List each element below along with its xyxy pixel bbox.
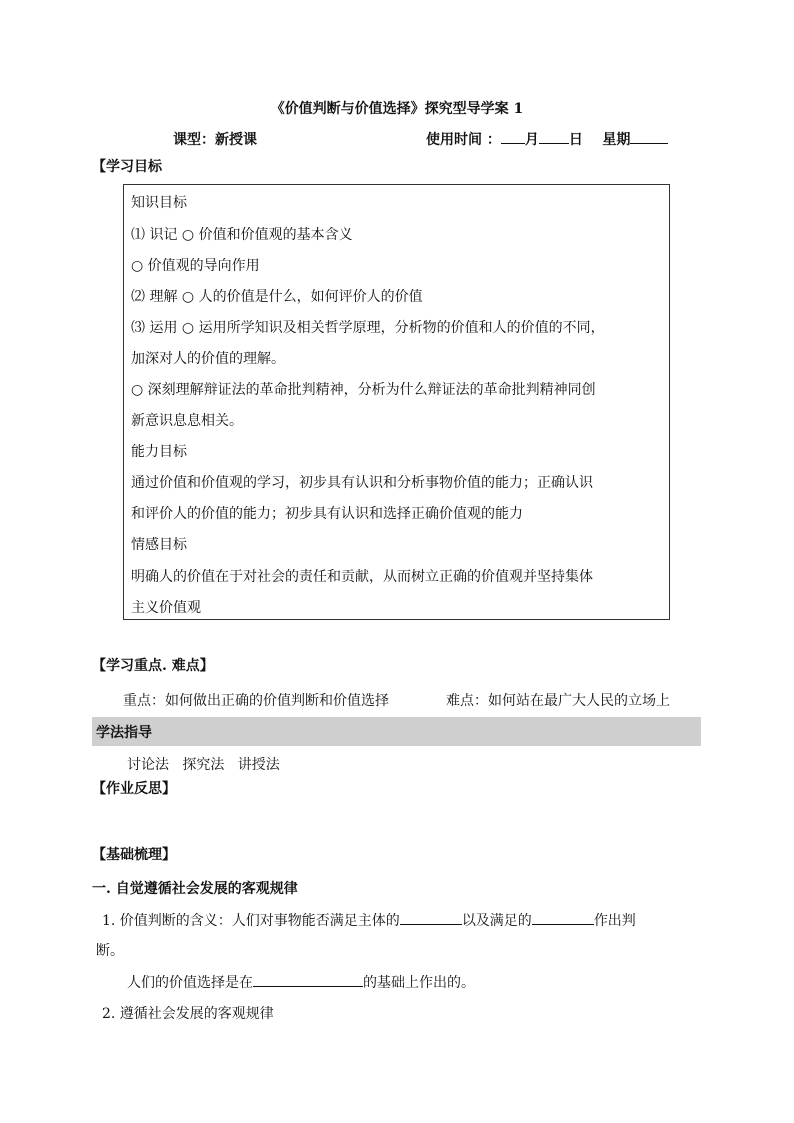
item-1-text-c: 作出判 [593,913,636,929]
method-items: 讨论法 探究法 讲授法 [127,757,280,773]
use-time [426,129,668,149]
item-1-text-f: 的基础上作出的。 [363,975,475,991]
goals-heading: 【学习目标 [92,159,162,175]
goals-line: 能力目标 [131,444,187,460]
use-time-label: 使用时间 ： [426,132,501,148]
day-blank [539,129,569,144]
goals-line: ○ 深刻理解辩证法的革命批判精神，分析为什么辩证法的革命批判精神同创 [131,382,596,398]
goals-line: 明确人的价值在于对社会的责任和贡献，从而树立正确的价值观并坚持集体 [131,569,593,585]
goals-line: ⑶ 运用 ○ 运用所学知识及相关哲学原理，分析物的价值和人的价值的不同， [131,320,605,336]
fill-blank[interactable] [532,910,594,925]
goals-line: 通过价值和价值观的学习，初步具有认识和分析事物价值的能力；正确认识 [131,475,593,491]
item-1-text-b: 以及满足的 [461,913,532,929]
fill-blank[interactable] [400,910,462,925]
month-blank [501,129,525,144]
week-blank [630,129,668,144]
goals-line: 新意识息息相关。 [131,413,243,429]
item-1-continuation: 断。 [96,943,124,959]
method-heading: 学法指导 [96,725,152,741]
goals-line: ⑵ 理解 ○ 人的价值是什么，如何评价人的价值 [131,289,423,305]
document-title: 《价值判断与价值选择》探究型导学案 1 [270,101,524,117]
item-1-line [102,910,636,930]
method-bar [92,717,701,746]
section-1-title: 一. 自觉遵循社会发展的客观规律 [92,881,298,897]
item-1-text-a: 1. 价值判断的含义：人们对事物能否满足主体的 [102,913,400,929]
week-label: 星期 [602,132,631,148]
course-type: 课型：新授课 [173,132,257,148]
item-2: 2. 遵循社会发展的客观规律 [102,1006,274,1022]
basics-heading: 【基础梳理】 [92,847,176,863]
goals-line: 主义价值观 [131,600,201,616]
fill-blank[interactable] [253,972,363,987]
key-point: 重点：如何做出正确的价值判断和价值选择 [123,693,389,709]
goals-line: 情感目标 [131,537,187,553]
goals-line: ⑴ 识记 ○ 价值和价值观的基本含义 [131,227,353,243]
goals-box [123,184,670,620]
homework-heading: 【作业反思】 [92,781,176,797]
goals-line: ○ 价值观的导向作用 [131,258,260,274]
goals-line: 加深对人的价值的理解。 [131,351,285,367]
item-1-choice-line [127,972,475,992]
goals-line: 和评价人的价值的能力；初步具有认识和选择正确价值观的能力 [131,506,523,522]
month-label: 月 [524,132,539,148]
day-label: 日 [568,132,583,148]
item-1-text-e: 人们的价值选择是在 [127,975,253,991]
difficult-point: 难点：如何站在最广大人民的立场上 [446,693,670,709]
goals-line: 知识目标 [131,195,187,211]
focus-heading: 【学习重点. 难点】 [92,658,214,674]
